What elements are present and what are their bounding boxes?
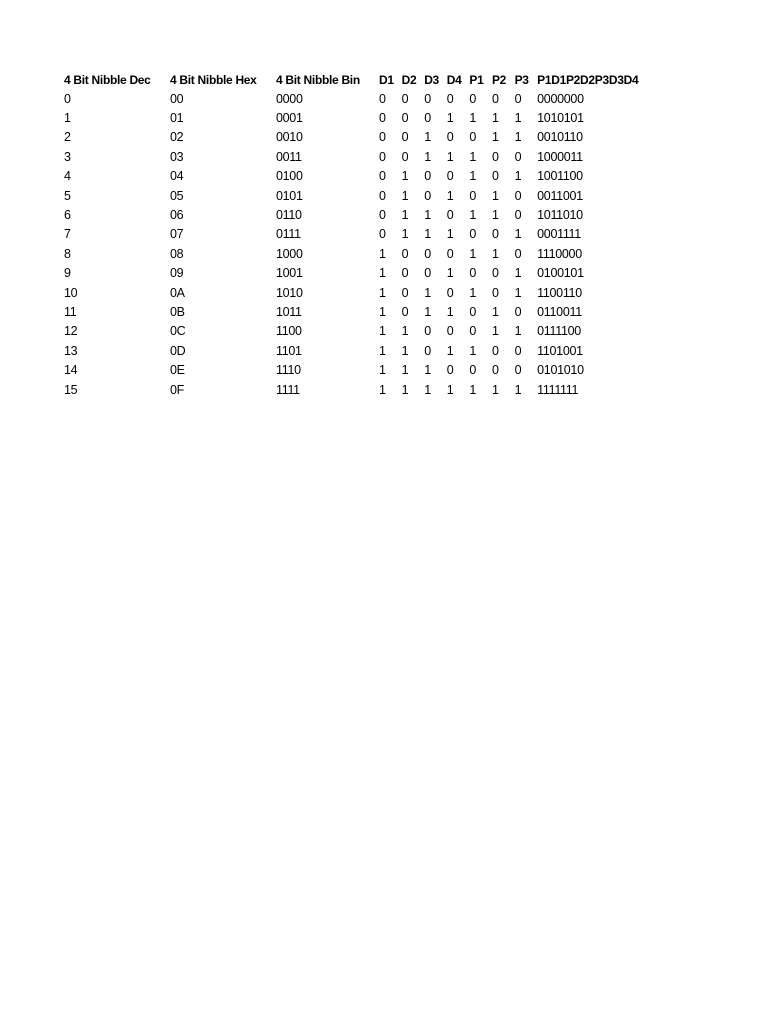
cell-d1: 1 xyxy=(379,304,386,319)
cell-p2: 1 xyxy=(491,382,499,397)
cell-d1: 0 xyxy=(379,111,386,126)
cell-p1: 0 xyxy=(469,363,477,378)
cell-d3: 0 xyxy=(424,266,431,281)
cell-d3: 1 xyxy=(424,285,431,300)
cell-dec: 4 xyxy=(64,169,71,184)
cell-bin: 1000 xyxy=(276,246,303,261)
cell-hex: 0A xyxy=(170,285,185,300)
cell-dec: 3 xyxy=(64,149,71,164)
cell-dec: 15 xyxy=(64,382,78,397)
cell-bin: 1101 xyxy=(276,343,302,358)
cell-p3: 1 xyxy=(514,169,522,184)
cell-p2: 0 xyxy=(491,343,499,358)
table-row xyxy=(64,264,647,283)
cell-codeword: 1010101 xyxy=(537,111,584,126)
cell-d4: 1 xyxy=(446,111,454,126)
cell-hex: 09 xyxy=(170,266,184,281)
cell-d1: 0 xyxy=(379,130,386,145)
spreadsheet-area xyxy=(64,70,704,399)
cell-p3: 1 xyxy=(514,130,522,145)
table-row xyxy=(64,322,647,341)
cell-hex: 06 xyxy=(170,208,184,223)
cell-p1: 1 xyxy=(469,111,477,126)
cell-hex: 0D xyxy=(170,343,186,358)
cell-dec: 9 xyxy=(64,266,71,281)
cell-hex: 00 xyxy=(170,91,184,106)
header-p1: P1 xyxy=(469,72,484,87)
header-d1: D1 xyxy=(379,72,394,87)
cell-p1: 0 xyxy=(469,304,477,319)
cell-p1: 1 xyxy=(469,343,477,358)
cell-d4: 0 xyxy=(446,208,454,223)
cell-codeword: 0101010 xyxy=(537,363,584,378)
table-row xyxy=(64,283,647,302)
cell-d2: 1 xyxy=(401,363,409,378)
cell-d1: 1 xyxy=(379,266,386,281)
cell-p3: 1 xyxy=(514,324,522,339)
cell-dec: 7 xyxy=(64,227,71,242)
table-row xyxy=(64,341,647,360)
cell-hex: 03 xyxy=(170,149,184,164)
cell-dec: 10 xyxy=(64,285,78,300)
cell-bin: 0101 xyxy=(276,188,303,203)
cell-p2: 1 xyxy=(491,130,499,145)
cell-d2: 0 xyxy=(401,130,409,145)
cell-p2: 0 xyxy=(491,363,499,378)
cell-bin: 1111 xyxy=(276,382,300,397)
cell-bin: 0111 xyxy=(276,227,301,242)
cell-d4: 1 xyxy=(446,343,454,358)
cell-d1: 0 xyxy=(379,169,386,184)
header-d3: D3 xyxy=(424,72,439,87)
table-row xyxy=(64,186,647,205)
cell-d3: 1 xyxy=(424,363,431,378)
cell-p1: 1 xyxy=(469,169,477,184)
cell-d4: 0 xyxy=(446,169,454,184)
cell-dec: 5 xyxy=(64,188,71,203)
table-row xyxy=(64,167,647,186)
cell-d1: 0 xyxy=(379,91,386,106)
cell-codeword: 1000011 xyxy=(537,149,583,164)
cell-p2: 1 xyxy=(491,111,499,126)
cell-p3: 0 xyxy=(514,304,522,319)
cell-p1: 1 xyxy=(469,382,477,397)
cell-dec: 11 xyxy=(64,304,77,319)
cell-d1: 1 xyxy=(379,363,386,378)
cell-d3: 1 xyxy=(424,382,431,397)
cell-d4: 1 xyxy=(446,266,454,281)
cell-dec: 13 xyxy=(64,343,78,358)
cell-p3: 1 xyxy=(514,266,522,281)
cell-codeword: 0010110 xyxy=(537,130,583,145)
cell-d4: 0 xyxy=(446,285,454,300)
cell-d1: 1 xyxy=(379,246,386,261)
header-dec: 4 Bit Nibble Dec xyxy=(64,72,151,87)
cell-d4: 0 xyxy=(446,130,454,145)
cell-p2: 0 xyxy=(491,149,499,164)
cell-p3: 0 xyxy=(514,246,522,261)
cell-p3: 1 xyxy=(514,285,522,300)
cell-d1: 0 xyxy=(379,227,386,242)
header-row xyxy=(64,70,647,89)
cell-hex: 04 xyxy=(170,169,184,184)
cell-d4: 1 xyxy=(446,149,454,164)
header-p3: P3 xyxy=(514,72,529,87)
cell-d2: 0 xyxy=(401,246,409,261)
cell-p2: 1 xyxy=(491,246,499,261)
cell-bin: 1110 xyxy=(276,363,301,378)
cell-bin: 0100 xyxy=(276,169,303,184)
cell-codeword: 0100101 xyxy=(537,266,584,281)
table-row xyxy=(64,89,647,108)
header-p2: P2 xyxy=(491,72,507,87)
cell-d2: 1 xyxy=(401,169,409,184)
cell-p2: 0 xyxy=(491,266,499,281)
cell-d4: 1 xyxy=(446,188,454,203)
cell-p2: 0 xyxy=(491,285,499,300)
cell-hex: 01 xyxy=(170,111,184,126)
cell-d2: 0 xyxy=(401,111,409,126)
table-row xyxy=(64,147,647,166)
cell-d4: 1 xyxy=(446,382,454,397)
cell-bin: 1100 xyxy=(276,324,302,339)
hamming-code-table xyxy=(64,70,647,399)
cell-p3: 0 xyxy=(514,208,522,223)
cell-p3: 1 xyxy=(514,382,522,397)
cell-codeword: 1011010 xyxy=(537,208,583,223)
cell-d3: 0 xyxy=(424,91,431,106)
cell-d3: 0 xyxy=(424,246,431,261)
cell-p2: 1 xyxy=(491,208,499,223)
cell-p3: 1 xyxy=(514,227,522,242)
cell-p3: 0 xyxy=(514,149,522,164)
table-row xyxy=(64,244,647,263)
cell-p1: 1 xyxy=(469,285,477,300)
cell-p1: 0 xyxy=(469,266,477,281)
cell-d2: 0 xyxy=(401,91,409,106)
cell-codeword: 0001111 xyxy=(537,227,581,242)
cell-d3: 1 xyxy=(424,208,431,223)
cell-dec: 12 xyxy=(64,324,78,339)
cell-d1: 0 xyxy=(379,188,386,203)
cell-hex: 02 xyxy=(170,130,184,145)
cell-dec: 14 xyxy=(64,363,78,378)
header-bin: 4 Bit Nibble Bin xyxy=(276,72,360,87)
cell-d4: 0 xyxy=(446,363,454,378)
cell-d2: 1 xyxy=(401,208,409,223)
cell-p1: 1 xyxy=(469,149,477,164)
cell-p3: 0 xyxy=(514,343,522,358)
cell-hex: 0B xyxy=(170,304,185,319)
cell-d3: 0 xyxy=(424,111,431,126)
cell-codeword: 0011001 xyxy=(537,188,583,203)
cell-d2: 1 xyxy=(401,227,409,242)
cell-d2: 0 xyxy=(401,266,409,281)
cell-d2: 1 xyxy=(401,324,409,339)
header-d4: D4 xyxy=(446,72,462,87)
cell-codeword: 0111100 xyxy=(537,324,581,339)
cell-d3: 0 xyxy=(424,324,431,339)
cell-p1: 0 xyxy=(469,227,477,242)
table-row xyxy=(64,128,647,147)
cell-p2: 0 xyxy=(491,169,499,184)
cell-d2: 1 xyxy=(401,382,409,397)
table-row xyxy=(64,108,647,127)
cell-d4: 1 xyxy=(446,304,454,319)
header-d2: D2 xyxy=(401,72,417,87)
table-row xyxy=(64,380,647,399)
cell-d3: 0 xyxy=(424,169,431,184)
cell-d3: 0 xyxy=(424,188,431,203)
cell-p3: 1 xyxy=(514,111,522,126)
cell-codeword: 0110011 xyxy=(537,304,582,319)
cell-d3: 1 xyxy=(424,130,431,145)
cell-p1: 1 xyxy=(469,246,477,261)
cell-d1: 0 xyxy=(379,149,386,164)
cell-codeword: 1100110 xyxy=(537,285,582,300)
cell-d4: 0 xyxy=(446,324,454,339)
cell-hex: 0F xyxy=(170,382,184,397)
cell-hex: 0E xyxy=(170,363,185,378)
cell-p1: 1 xyxy=(469,208,477,223)
cell-p2: 0 xyxy=(491,91,499,106)
cell-bin: 0000 xyxy=(276,91,303,106)
cell-p1: 0 xyxy=(469,324,477,339)
cell-bin: 1011 xyxy=(276,304,302,319)
cell-d1: 1 xyxy=(379,382,386,397)
cell-d3: 1 xyxy=(424,227,431,242)
cell-bin: 0010 xyxy=(276,130,303,145)
table-row xyxy=(64,205,647,224)
cell-p1: 0 xyxy=(469,130,477,145)
cell-d4: 1 xyxy=(446,227,454,242)
cell-d1: 1 xyxy=(379,343,386,358)
cell-codeword: 1101001 xyxy=(537,343,583,358)
cell-hex: 0C xyxy=(170,324,186,339)
cell-d3: 1 xyxy=(424,304,431,319)
cell-d3: 0 xyxy=(424,343,431,358)
cell-bin: 1010 xyxy=(276,285,303,300)
cell-bin: 0110 xyxy=(276,208,302,223)
cell-d2: 0 xyxy=(401,304,409,319)
cell-p3: 0 xyxy=(514,188,522,203)
cell-d2: 1 xyxy=(401,343,409,358)
cell-d1: 1 xyxy=(379,324,386,339)
header-codeword: P1D1P2D2P3D3D4 xyxy=(537,72,639,87)
cell-codeword: 0000000 xyxy=(537,91,584,106)
cell-codeword: 1001100 xyxy=(537,169,583,184)
cell-dec: 6 xyxy=(64,208,71,223)
cell-d2: 0 xyxy=(401,285,409,300)
cell-d1: 1 xyxy=(379,285,386,300)
cell-dec: 2 xyxy=(64,130,71,145)
table-row xyxy=(64,225,647,244)
table-body xyxy=(64,89,647,399)
cell-hex: 05 xyxy=(170,188,184,203)
cell-hex: 07 xyxy=(170,227,184,242)
cell-p2: 1 xyxy=(491,188,499,203)
cell-d2: 0 xyxy=(401,149,409,164)
cell-dec: 1 xyxy=(64,111,71,126)
cell-codeword: 1110000 xyxy=(537,246,582,261)
table-row xyxy=(64,302,647,321)
cell-p2: 1 xyxy=(491,324,499,339)
table-row xyxy=(64,360,647,379)
cell-bin: 0001 xyxy=(276,111,303,126)
cell-d4: 0 xyxy=(446,246,454,261)
cell-dec: 0 xyxy=(64,91,71,106)
cell-bin: 0011 xyxy=(276,149,302,164)
header-hex: 4 Bit Nibble Hex xyxy=(170,72,257,87)
cell-d1: 0 xyxy=(379,208,386,223)
cell-hex: 08 xyxy=(170,246,184,261)
cell-p1: 0 xyxy=(469,91,477,106)
cell-codeword: 1111111 xyxy=(537,382,579,397)
cell-dec: 8 xyxy=(64,246,71,261)
cell-bin: 1001 xyxy=(276,266,303,281)
cell-d3: 1 xyxy=(424,149,431,164)
cell-p3: 0 xyxy=(514,91,522,106)
cell-p1: 0 xyxy=(469,188,477,203)
cell-p2: 0 xyxy=(491,227,499,242)
cell-d2: 1 xyxy=(401,188,409,203)
cell-d4: 0 xyxy=(446,91,454,106)
cell-p2: 1 xyxy=(491,304,499,319)
cell-p3: 0 xyxy=(514,363,522,378)
